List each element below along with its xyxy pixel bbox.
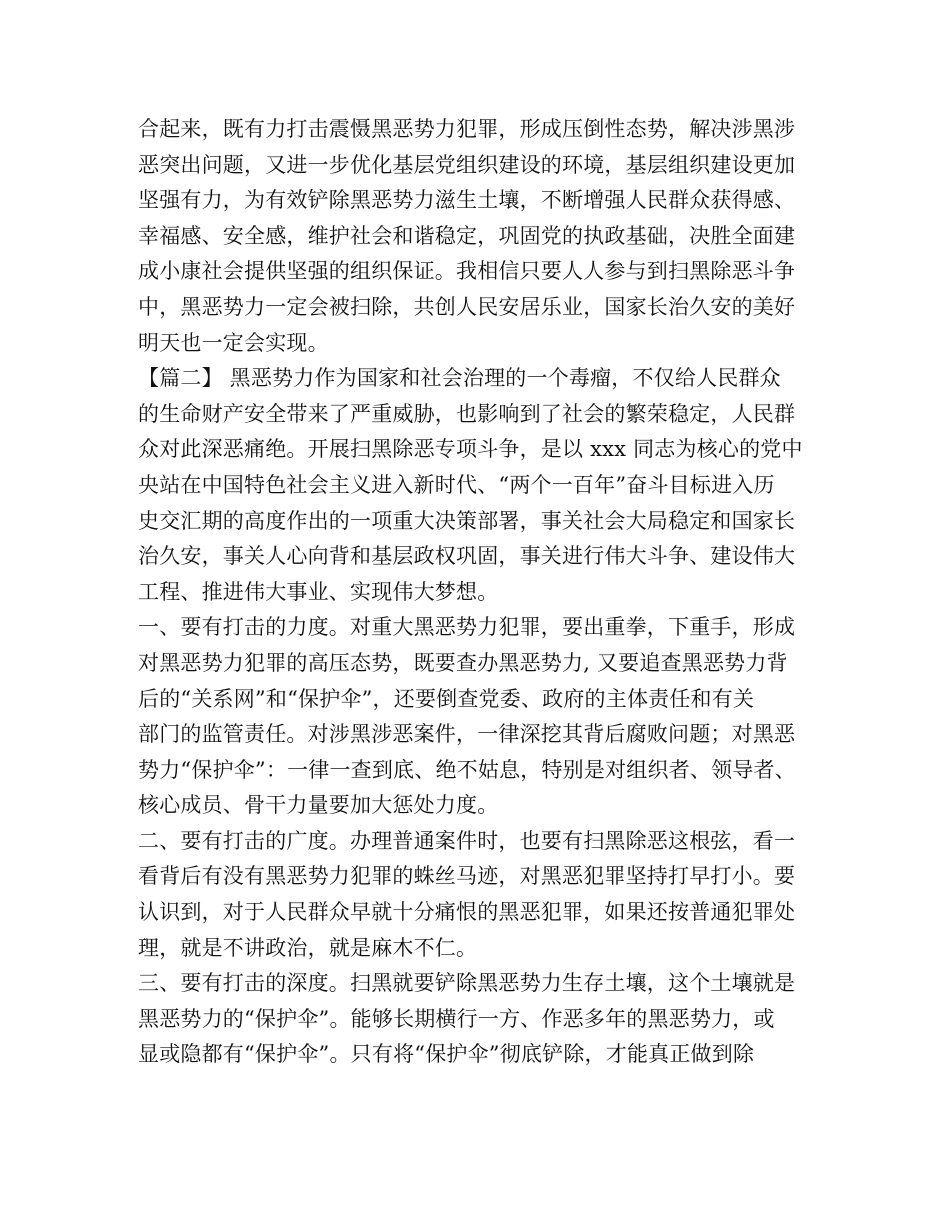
text-line: 看背后有没有黑恶势力犯罪的蛛丝马迹，对黑恶犯罪坚持打早打小。要 bbox=[138, 864, 796, 889]
text-line: 后的“关系网”和“保护伞”，还要倒查党委、政府的主体责任和有关 bbox=[138, 686, 755, 711]
text-line: 众对此深恶痛绝。开展扫黑除恶专项斗争，是以 xxx 同志为核心的党中 bbox=[138, 437, 803, 462]
text-line: 的生命财产安全带来了严重威胁，也影响到了社会的繁荣稳定，人民群 bbox=[138, 401, 796, 426]
text-line: 恶突出问题，又进一步优化基层党组织建设的环境，基层组织建设更加 bbox=[138, 152, 796, 177]
point-three-line: 三、要有打击的深度。扫黑就要铲除黑恶势力生存土壤，这个土壤就是 bbox=[138, 971, 796, 996]
text-line: 央站在中国特色社会主义进入新时代、“两个一百年”奋斗目标进入历 bbox=[138, 472, 775, 497]
text-line: 工程、推进伟大事业、实现伟大梦想。 bbox=[138, 579, 499, 604]
text-line: 幸福感、安全感，维护社会和谐稳定，巩固党的执政基础，决胜全面建 bbox=[138, 223, 796, 248]
text-line: 史交汇期的高度作出的一项重大决策部署，事关社会大局稳定和国家长 bbox=[138, 508, 796, 533]
text-line: 明天也一定会实现。 bbox=[138, 330, 329, 355]
text-line: 对黑恶势力犯罪的高压态势，既要查办黑恶势力, 又要追查黑恶势力背 bbox=[138, 650, 788, 675]
text-line: 显或隐都有“保护伞”。只有将“保护伞”彻底铲除，才能真正做到除 bbox=[138, 1042, 755, 1067]
point-one-line: 一、要有打击的力度。对重大黑恶势力犯罪，要出重拳，下重手，形成 bbox=[138, 615, 796, 640]
text-line: 势力“保护伞”：一律一查到底、绝不姑息，特别是对组织者、领导者、 bbox=[138, 757, 796, 782]
text-line: 合起来，既有力打击震慑黑恶势力犯罪，形成压倒性态势，解决涉黑涉 bbox=[138, 117, 796, 141]
text-line: 中，黑恶势力一定会被扫除，共创人民安居乐业，国家长治久安的美好 bbox=[138, 294, 796, 319]
text-line: 核心成员、骨干力量要加大惩处力度。 bbox=[138, 793, 499, 818]
text-line: 坚强有力，为有效铲除黑恶势力滋生土壤，不断增强人民群众获得感、 bbox=[138, 188, 796, 213]
document-body bbox=[138, 112, 838, 1073]
point-two-line: 二、要有打击的广度。办理普通案件时，也要有扫黑除恶这根弦，看一 bbox=[138, 828, 796, 853]
text-line: 部门的监管责任。对涉黑涉恶案件，一律深挖其背后腐败问题；对黑恶 bbox=[138, 722, 796, 747]
text-line: 认识到，对于人民群众早就十分痛恨的黑恶犯罪，如果还按普通犯罪处 bbox=[138, 900, 796, 925]
text-line: 黑恶势力的“保护伞”。能够长期横行一方、作恶多年的黑恶势力，或 bbox=[138, 1006, 775, 1031]
text-line: 理，就是不讲政治，就是麻木不仁。 bbox=[138, 935, 478, 960]
text-line: 治久安，事关人心向背和基层政权巩固，事关进行伟大斗争、建设伟大 bbox=[138, 544, 796, 569]
section-heading-line: 【篇二】 黑恶势力作为国家和社会治理的一个毒瘤，不仅给人民群众 bbox=[138, 366, 781, 391]
text-line: 成小康社会提供坚强的组织保证。我相信只要人人参与到扫黑除恶斗争 bbox=[138, 259, 796, 284]
